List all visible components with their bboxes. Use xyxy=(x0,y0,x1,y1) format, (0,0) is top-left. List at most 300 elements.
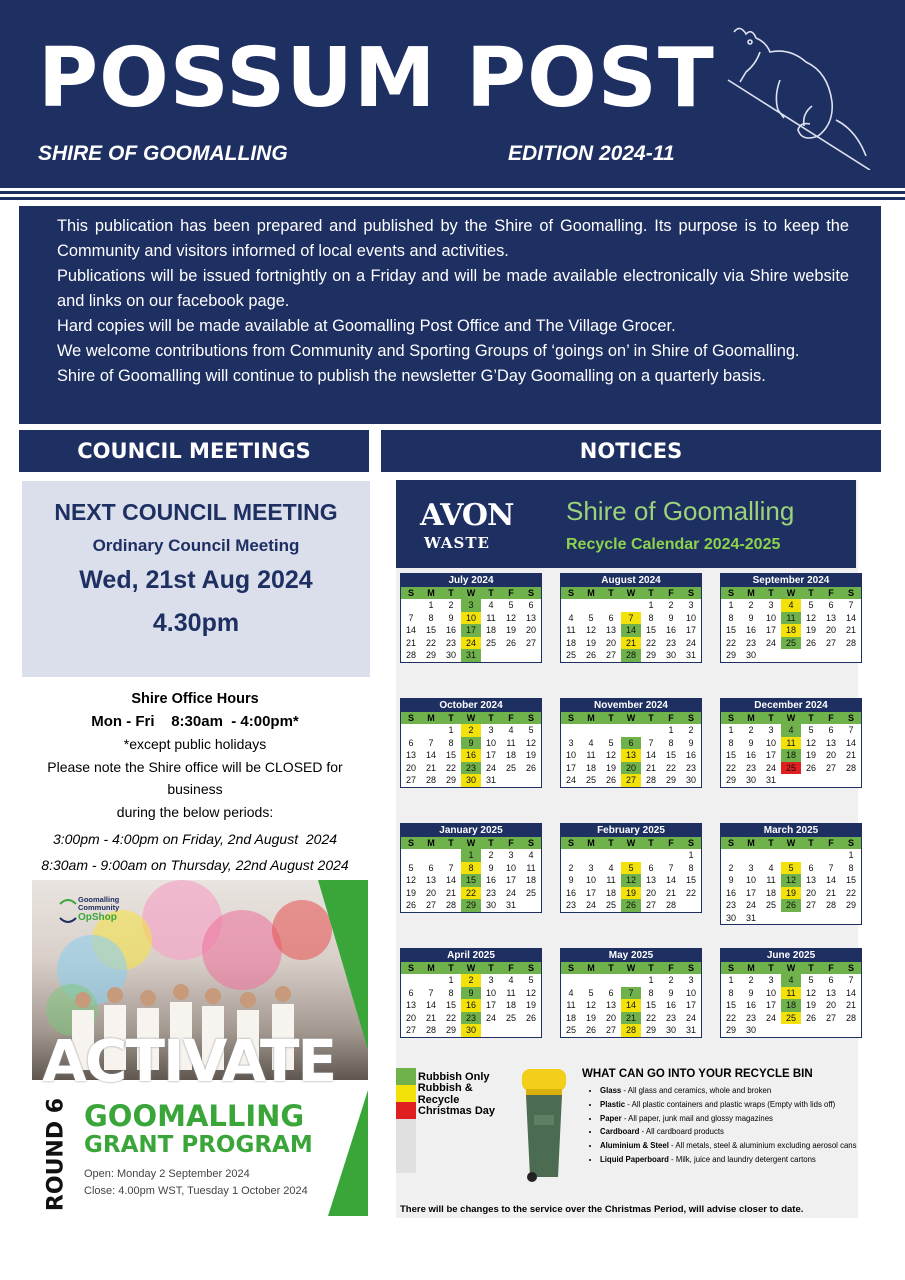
calendar-day: 11 xyxy=(566,1000,576,1010)
calendar-day: 23 xyxy=(745,762,756,773)
calendar-day: 17 xyxy=(765,750,776,760)
calendar-day: 15 xyxy=(685,875,696,885)
weekday-header: S xyxy=(561,962,581,974)
calendar-day: 1 xyxy=(728,975,734,985)
calendar-day: 2 xyxy=(448,600,454,610)
calendar-day: 5 xyxy=(608,737,614,748)
opshop-name xyxy=(78,896,119,912)
calendar-day: 13 xyxy=(605,625,616,635)
calendar-day: 30 xyxy=(665,1025,676,1035)
calendar-day: 12 xyxy=(585,1000,596,1010)
calendar-day: 30 xyxy=(745,650,756,660)
calendar-day: 17 xyxy=(505,875,516,885)
calendar-day: 20 xyxy=(645,887,656,898)
calendar-day xyxy=(621,599,641,612)
calendar-day: 1 xyxy=(668,725,674,735)
calendar-day xyxy=(821,649,841,662)
calendar-day: 28 xyxy=(825,900,836,910)
recycle-item-name: Glass xyxy=(600,1086,622,1095)
calendar-day: 11 xyxy=(506,987,516,998)
calendar-day: 11 xyxy=(781,987,801,1000)
calendar-day xyxy=(641,849,661,862)
weekday-header: S xyxy=(401,837,421,849)
recycle-bin-heading: WHAT CAN GO INTO YOUR RECYCLE BIN xyxy=(582,1068,813,1080)
calendar-day: 21 xyxy=(825,887,836,898)
calendar-day: 28 xyxy=(845,1012,856,1023)
closure-period: 8:30am - 9:00am on Thursday, 22nd August 2024 xyxy=(41,857,349,873)
recycle-shire-name: Shire of Goomalling xyxy=(566,496,795,526)
calendar-day: 26 xyxy=(805,1012,816,1023)
calendar-day: 16 xyxy=(565,887,576,898)
calendar-day xyxy=(421,724,441,737)
weekday-header: T xyxy=(641,837,661,849)
calendar-day: 24 xyxy=(685,1012,696,1023)
calendar-day: 3 xyxy=(748,862,754,873)
calendar-day xyxy=(641,724,661,737)
legend-item xyxy=(396,1081,516,1106)
calendar-day xyxy=(821,1024,841,1037)
calendar-day: 8 xyxy=(428,612,434,623)
calendar-day: 18 xyxy=(585,762,596,773)
calendar-day: 16 xyxy=(665,625,676,635)
calendar-day: 3 xyxy=(488,725,494,735)
calendar-day: 17 xyxy=(485,750,496,760)
calendar-day: 21 xyxy=(621,637,641,650)
calendar-day: 16 xyxy=(725,887,736,898)
weekday-header: M xyxy=(741,837,761,849)
calendar-day: 10 xyxy=(765,987,776,998)
calendar-day: 23 xyxy=(565,900,576,910)
weekday-header: T xyxy=(761,837,781,849)
calendar-day: 20 xyxy=(825,625,836,635)
calendar-day: 1 xyxy=(428,600,434,610)
calendar-day xyxy=(801,774,821,787)
weekday-header: T xyxy=(801,712,821,724)
calendar-day: 16 xyxy=(685,750,696,760)
calendar-day: 22 xyxy=(845,887,856,898)
calendar-day: 28 xyxy=(665,900,676,910)
calendar-day: 15 xyxy=(665,750,676,760)
calendar-day: 22 xyxy=(461,887,481,900)
month-name: June 2025 xyxy=(721,949,861,962)
calendar-day: 5 xyxy=(808,600,814,610)
calendar-day: 11 xyxy=(781,737,801,750)
calendar-day: 3 xyxy=(768,600,774,610)
calendar-day: 20 xyxy=(825,1000,836,1010)
calendar-day: 18 xyxy=(565,637,576,648)
calendar-day xyxy=(561,599,581,612)
calendar-day: 25 xyxy=(505,1012,516,1023)
calendar-day: 7 xyxy=(621,612,641,625)
calendar-day: 6 xyxy=(621,737,641,750)
calendar-day: 29 xyxy=(645,650,656,660)
calendar-day: 30 xyxy=(665,650,676,660)
calendar-day xyxy=(481,649,501,662)
calendar-day: 19 xyxy=(405,887,416,898)
calendar-day: 13 xyxy=(405,1000,416,1010)
weekday-header: T xyxy=(601,712,621,724)
weekday-header: M xyxy=(581,837,601,849)
calendar-day: 7 xyxy=(408,612,414,623)
weekday-header: M xyxy=(581,712,601,724)
weekday-header: F xyxy=(501,962,521,974)
calendar-day: 22 xyxy=(685,887,696,898)
month-name: July 2024 xyxy=(401,574,541,587)
calendar-day: 23 xyxy=(745,637,756,648)
calendar-day: 18 xyxy=(525,875,536,885)
intro-paragraph: We welcome contributions from Community and Sporting Groups of ‘goings on’ in Shire of Goomalling. xyxy=(57,342,800,360)
calendar-day: 19 xyxy=(585,637,596,648)
calendar-day: 3 xyxy=(688,975,694,985)
calendar-day: 13 xyxy=(605,1000,616,1010)
office-hours xyxy=(19,688,371,877)
meeting-heading: NEXT COUNCIL MEETING xyxy=(54,499,338,525)
calendar-day: 11 xyxy=(781,612,801,625)
calendar-day: 18 xyxy=(781,624,801,637)
calendar-day: 15 xyxy=(461,874,481,887)
calendar-day: 11 xyxy=(506,737,516,748)
weekday-header: S xyxy=(681,837,701,849)
month-name: March 2025 xyxy=(721,824,861,837)
calendar-day: 28 xyxy=(425,1025,436,1035)
calendar-day: 24 xyxy=(461,637,481,650)
weekday-header: F xyxy=(821,962,841,974)
calendar-day: 14 xyxy=(825,875,836,885)
calendar-day xyxy=(781,912,801,925)
calendar-day: 20 xyxy=(425,887,436,898)
month-name: October 2024 xyxy=(401,699,541,712)
weekday-header: S xyxy=(401,962,421,974)
recycle-calendar-header xyxy=(396,480,856,568)
calendar-day: 24 xyxy=(485,1012,496,1023)
calendar-day: 8 xyxy=(648,612,654,623)
calendar-day: 20 xyxy=(621,762,641,775)
calendar-day: 24 xyxy=(765,762,776,773)
weekday-header: F xyxy=(821,712,841,724)
calendar-day: 28 xyxy=(621,649,641,662)
month-days-table xyxy=(401,837,541,912)
calendar-day: 8 xyxy=(848,862,854,873)
weekday-header: W xyxy=(621,962,641,974)
recycle-item-name: Plastic xyxy=(600,1099,626,1109)
recycle-item-desc: - Milk, juice and laundry detergent cartons xyxy=(668,1154,816,1164)
calendar-day: 12 xyxy=(525,987,536,998)
calendar-day: 18 xyxy=(781,749,801,762)
calendar-day: 18 xyxy=(485,625,496,635)
calendar-day: 8 xyxy=(461,862,481,875)
calendar-day: 26 xyxy=(525,1012,536,1023)
calendar-day: 19 xyxy=(525,750,536,760)
calendar-day: 11 xyxy=(566,625,576,635)
weekday-header: M xyxy=(741,962,761,974)
calendar-day xyxy=(561,849,581,862)
calendar-day: 27 xyxy=(805,900,816,910)
calendar-month xyxy=(560,698,702,788)
calendar-day: 17 xyxy=(745,887,756,898)
calendar-day xyxy=(581,599,601,612)
calendar-day: 11 xyxy=(526,862,536,873)
month-days-table xyxy=(401,587,541,662)
calendar-day: 14 xyxy=(845,737,856,748)
calendar-day: 25 xyxy=(781,637,801,650)
weekday-header: T xyxy=(801,837,821,849)
calendar-day: 2 xyxy=(668,600,674,610)
calendar-day: 28 xyxy=(845,637,856,648)
calendar-day: 27 xyxy=(405,1025,416,1035)
masthead-rule xyxy=(0,197,905,200)
calendar-day: 27 xyxy=(425,900,436,910)
calendar-day: 9 xyxy=(728,875,734,885)
calendar-day: 23 xyxy=(461,762,481,775)
weekday-header: F xyxy=(821,837,841,849)
weekday-header: S xyxy=(401,712,421,724)
calendar-day: 9 xyxy=(748,987,754,998)
calendar-day: 23 xyxy=(445,637,456,648)
calendar-day: 2 xyxy=(748,600,754,610)
weekday-header: F xyxy=(501,712,521,724)
calendar-day: 7 xyxy=(668,862,674,873)
newsletter-title: POSSUM POST xyxy=(38,31,715,126)
calendar-day: 3 xyxy=(768,975,774,985)
calendar-month xyxy=(400,573,542,663)
calendar-day: 22 xyxy=(445,1012,456,1023)
calendar-day: 19 xyxy=(525,1000,536,1010)
weekday-header: M xyxy=(421,962,441,974)
calendar-day: 13 xyxy=(425,875,436,885)
calendar-day: 10 xyxy=(565,750,576,760)
recycle-item-desc: - All paper, junk mail and glossy magazines xyxy=(621,1113,773,1123)
calendar-day: 11 xyxy=(766,875,776,885)
calendar-day: 21 xyxy=(645,762,656,773)
calendar-day xyxy=(601,974,621,987)
calendar-day: 1 xyxy=(648,975,654,985)
calendar-day xyxy=(621,974,641,987)
weekday-header: S xyxy=(561,712,581,724)
meeting-date: Wed, 21st Aug 2024 xyxy=(79,566,313,594)
calendar-day xyxy=(741,849,761,862)
weekday-header: T xyxy=(441,962,461,974)
calendar-day: 3 xyxy=(488,975,494,985)
calendar-day: 22 xyxy=(725,762,736,773)
calendar-day xyxy=(521,649,541,662)
grant-title-line1: GOOMALLING xyxy=(84,1099,305,1133)
calendar-day: 4 xyxy=(588,737,594,748)
weekday-header: F xyxy=(821,587,841,599)
calendar-day: 21 xyxy=(845,625,856,635)
recycle-item-desc: - All cardboard products xyxy=(639,1127,724,1137)
calendar-day: 12 xyxy=(781,874,801,887)
calendar-day: 24 xyxy=(685,637,696,648)
calendar-day: 18 xyxy=(505,1000,516,1010)
office-hours-footnote: *except public holidays xyxy=(123,736,267,752)
calendar-day: 12 xyxy=(805,737,816,748)
office-hours-times: Mon - Fri 8:30am - 4:00pm* xyxy=(91,712,299,730)
calendar-day: 13 xyxy=(621,749,641,762)
calendar-day: 4 xyxy=(508,725,514,735)
calendar-day: 15 xyxy=(725,750,736,760)
calendar-day: 16 xyxy=(745,750,756,760)
calendar-day: 26 xyxy=(621,899,641,912)
calendar-day xyxy=(601,849,621,862)
calendar-day: 17 xyxy=(765,625,776,635)
calendar-day: 10 xyxy=(485,737,496,748)
calendar-day: 19 xyxy=(805,1000,816,1010)
calendar-day xyxy=(761,649,781,662)
calendar-day xyxy=(761,849,781,862)
weekday-header: S xyxy=(841,962,861,974)
calendar-day: 31 xyxy=(485,775,496,785)
calendar-day: 5 xyxy=(408,862,414,873)
calendar-day: 25 xyxy=(505,762,516,773)
recycle-item-desc: - All metals, steel & aluminium excluding aerosol cans xyxy=(668,1141,857,1151)
calendar-day: 25 xyxy=(765,900,776,910)
calendar-day: 26 xyxy=(585,1025,596,1035)
christmas-service-note: There will be changes to the service over the Christmas Period, will advise closer to date. xyxy=(400,1204,804,1215)
calendar-day xyxy=(421,974,441,987)
calendar-day: 28 xyxy=(405,650,416,660)
calendar-day: 2 xyxy=(568,862,574,873)
calendar-day: 29 xyxy=(725,775,736,785)
calendar-day: 26 xyxy=(505,637,516,648)
calendar-day xyxy=(401,849,421,862)
calendar-day: 11 xyxy=(586,750,596,760)
recycle-item-name: Paper xyxy=(600,1113,622,1123)
calendar-day: 8 xyxy=(648,987,654,998)
calendar-day: 17 xyxy=(765,1000,776,1010)
recycle-bin-item xyxy=(600,1084,858,1098)
calendar-day: 9 xyxy=(668,612,674,623)
calendar-day xyxy=(521,774,541,787)
weekday-header: W xyxy=(461,712,481,724)
calendar-day: 18 xyxy=(781,999,801,1012)
round-label: ROUND 6 xyxy=(43,1097,69,1212)
calendar-day: 27 xyxy=(825,637,836,648)
calendar-day: 15 xyxy=(425,625,436,635)
calendar-day xyxy=(761,1024,781,1037)
calendar-day xyxy=(521,1024,541,1037)
weekday-header: F xyxy=(501,837,521,849)
calendar-day xyxy=(581,974,601,987)
calendar-day: 18 xyxy=(565,1012,576,1023)
calendar-day: 21 xyxy=(665,887,676,898)
recycle-bin-icon xyxy=(516,1065,572,1185)
weekday-header: W xyxy=(461,837,481,849)
calendar-day xyxy=(781,774,801,787)
calendar-day: 17 xyxy=(685,625,696,635)
calendar-day xyxy=(661,849,681,862)
calendar-day: 22 xyxy=(665,762,676,773)
calendar-day: 12 xyxy=(585,625,596,635)
calendar-day: 26 xyxy=(781,899,801,912)
weekday-header: T xyxy=(481,712,501,724)
recycle-bin-info xyxy=(582,1068,858,1167)
calendar-day: 4 xyxy=(528,850,534,860)
calendar-day xyxy=(801,649,821,662)
calendar-day: 1 xyxy=(648,600,654,610)
calendar-day: 21 xyxy=(425,762,436,773)
weekday-header: S xyxy=(721,837,741,849)
calendar-day: 3 xyxy=(568,737,574,748)
calendar-day: 2 xyxy=(461,974,481,987)
calendar-day: 19 xyxy=(621,887,641,900)
calendar-day: 30 xyxy=(485,900,496,910)
calendar-day: 30 xyxy=(685,775,696,785)
calendar-day: 4 xyxy=(781,974,801,987)
calendar-day: 11 xyxy=(606,875,616,885)
calendar-day: 14 xyxy=(845,987,856,998)
calendar-day: 29 xyxy=(665,775,676,785)
weekday-header: T xyxy=(761,712,781,724)
weekday-header: S xyxy=(841,712,861,724)
calendar-day: 2 xyxy=(748,725,754,735)
calendar-day: 5 xyxy=(528,725,534,735)
calendar-day: 31 xyxy=(685,1025,696,1035)
calendar-day: 28 xyxy=(445,900,456,910)
calendar-month xyxy=(720,948,862,1038)
weekday-header: T xyxy=(441,587,461,599)
calendar-day: 4 xyxy=(781,724,801,737)
opshop-label: OpShop xyxy=(78,912,117,923)
calendar-day: 31 xyxy=(685,650,696,660)
calendar-day: 26 xyxy=(405,900,416,910)
legend-swatch xyxy=(396,1068,416,1085)
calendar-day: 23 xyxy=(665,1012,676,1023)
weekday-header: S xyxy=(681,962,701,974)
calendar-day: 20 xyxy=(605,637,616,648)
month-name: September 2024 xyxy=(721,574,861,587)
calendar-day: 27 xyxy=(825,762,836,773)
weekday-header: F xyxy=(661,837,681,849)
calendar-day: 10 xyxy=(685,612,696,623)
calendar-day: 22 xyxy=(645,1012,656,1023)
calendar-day: 17 xyxy=(461,624,481,637)
calendar-day: 2 xyxy=(668,975,674,985)
calendar-day: 30 xyxy=(461,1024,481,1037)
activate-heading: ACTIVATE xyxy=(42,1027,336,1095)
calendar-day: 10 xyxy=(685,987,696,998)
recycle-calendar-notice xyxy=(396,480,858,1218)
calendar-day: 31 xyxy=(505,900,516,910)
calendar-day xyxy=(581,849,601,862)
calendar-day: 28 xyxy=(621,1024,641,1037)
calendar-day: 10 xyxy=(765,612,776,623)
weekday-header: T xyxy=(641,962,661,974)
weekday-header: T xyxy=(761,962,781,974)
weekday-header: M xyxy=(581,962,601,974)
calendar-day xyxy=(421,849,441,862)
calendar-day: 6 xyxy=(408,737,414,748)
weekday-header: M xyxy=(421,712,441,724)
month-days-table xyxy=(401,962,541,1037)
legend-label: Christmas Day xyxy=(418,1104,496,1117)
calendar-day: 13 xyxy=(825,612,836,623)
calendar-day: 8 xyxy=(688,862,694,873)
calendar-day: 18 xyxy=(605,887,616,898)
calendar-day: 20 xyxy=(405,762,416,773)
calendar-day xyxy=(821,849,841,862)
calendar-day: 23 xyxy=(745,1012,756,1023)
calendar-day xyxy=(561,724,581,737)
calendar-day: 15 xyxy=(445,750,456,760)
calendar-day: 17 xyxy=(685,1000,696,1010)
weekday-header: T xyxy=(641,587,661,599)
weekday-header: W xyxy=(461,587,481,599)
weekday-header: S xyxy=(841,587,861,599)
calendar-day: 13 xyxy=(405,750,416,760)
calendar-day: 4 xyxy=(488,600,494,610)
calendar-day: 19 xyxy=(805,625,816,635)
weekday-header: S xyxy=(841,837,861,849)
